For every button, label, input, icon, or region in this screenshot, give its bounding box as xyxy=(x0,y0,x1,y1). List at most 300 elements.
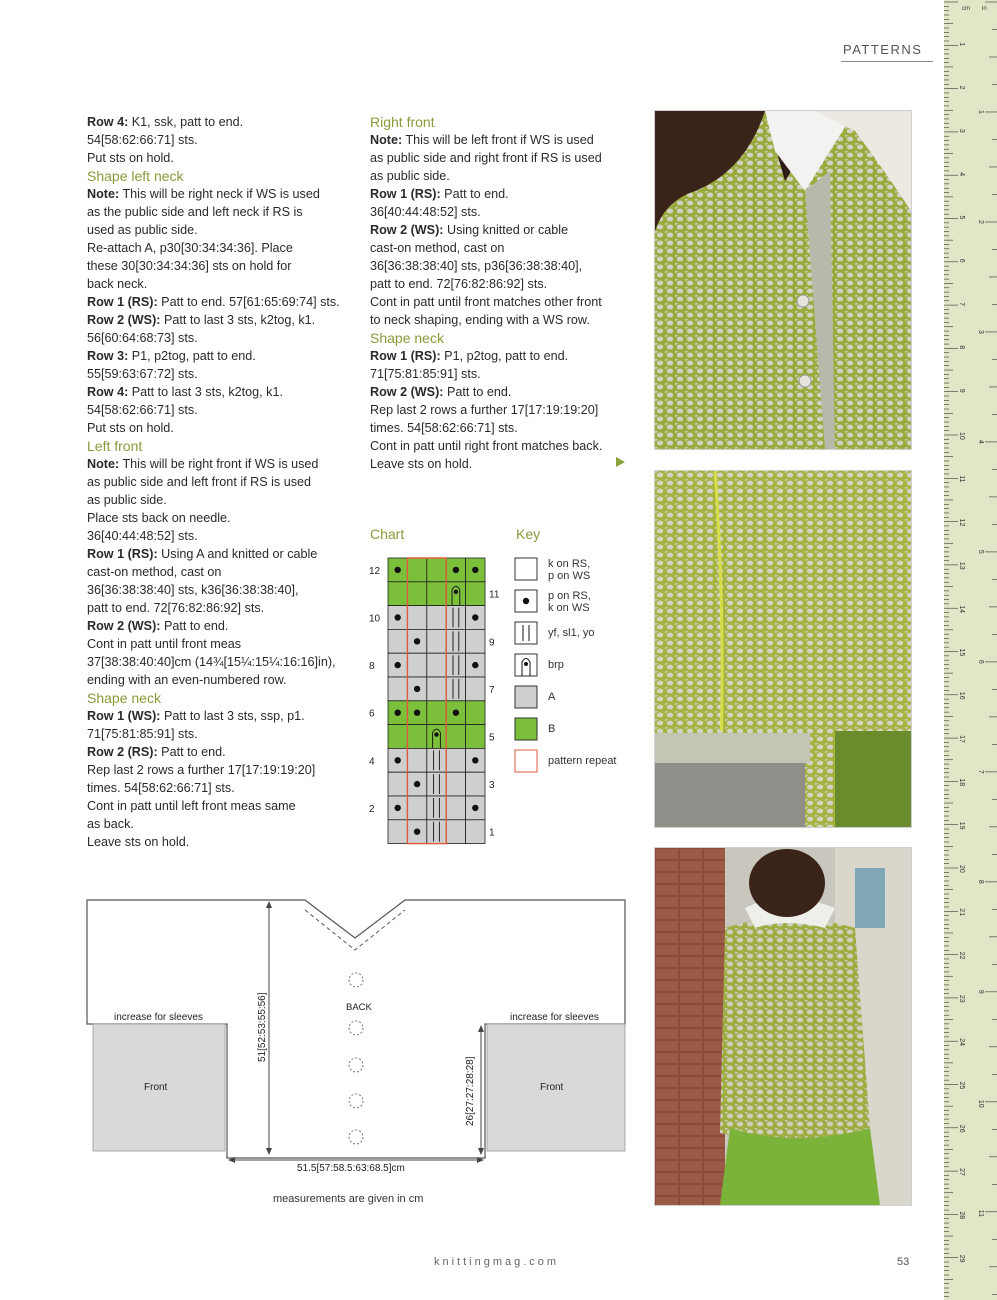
instruction-label: Row 2 (WS): xyxy=(370,223,444,237)
instruction-text: Patt to end. xyxy=(440,187,509,201)
instruction-line xyxy=(370,311,635,329)
instruction-line xyxy=(87,563,357,581)
purl-dot-icon xyxy=(395,805,401,811)
chart-cell xyxy=(427,820,446,844)
ruler-ticks xyxy=(944,0,997,1300)
instruction-text: patt to end. 72[76:82:86:92] sts. xyxy=(370,277,548,291)
instruction-text: Leave sts on hold. xyxy=(370,457,473,471)
chart-cell xyxy=(388,820,407,844)
instruction-text: Rep last 2 rows a further 17[17:19:19:20] xyxy=(370,403,599,417)
instruction-text: Put sts on hold. xyxy=(87,421,174,435)
ruler-cm-label: 12 xyxy=(958,518,965,527)
instruction-line xyxy=(370,275,635,293)
purl-dot-icon xyxy=(472,757,478,763)
chart-cell xyxy=(466,772,485,796)
ruler-cm-label: 5 xyxy=(958,215,965,220)
instruction-label: Row 1 (RS): xyxy=(370,349,441,363)
chart-cell xyxy=(427,748,446,772)
instruction-line xyxy=(370,455,635,473)
ruler-cm-label: 24 xyxy=(958,1038,965,1046)
instruction-line xyxy=(87,113,357,131)
purl-dot-icon xyxy=(395,710,401,716)
button-icon xyxy=(349,1021,363,1035)
ruler-cm-label: 7 xyxy=(958,302,965,307)
purl-dot-icon xyxy=(395,757,401,763)
chart-cell xyxy=(407,653,426,677)
instruction-line xyxy=(87,221,357,239)
instruction-text: Patt to last 3 sts, ssp, p1. xyxy=(160,709,305,723)
photo-back-image xyxy=(655,848,911,1205)
purl-dot-icon xyxy=(395,567,401,573)
left-front-label: Front xyxy=(144,1082,168,1093)
instruction-line xyxy=(87,239,357,257)
instruction-line xyxy=(87,257,357,275)
instruction-line xyxy=(87,509,357,527)
length-measurement: 51[52:53:55:56] xyxy=(257,992,268,1062)
instruction-text: Using A and knitted or cable xyxy=(157,547,318,561)
ruler-cm-label: 16 xyxy=(958,691,965,700)
key-label-line: k on WS xyxy=(548,602,590,614)
button-icon xyxy=(349,1130,363,1144)
photo-front-image xyxy=(655,111,911,449)
instruction-label: Row 1 (RS): xyxy=(87,547,158,561)
ruler-cm-label: 9 xyxy=(958,388,965,393)
instruction-line xyxy=(370,347,635,365)
neckline-dashed xyxy=(305,910,405,950)
ruler-cm-label: 1 xyxy=(958,42,965,47)
instruction-text: 36[40:44:48:52] sts. xyxy=(87,529,198,543)
instruction-text: 36[36:38:38:40] sts, p36[36:38:38:40], xyxy=(370,259,583,273)
instruction-label: Note: xyxy=(370,133,403,147)
ruler-cm-label: 15 xyxy=(958,648,965,657)
instruction-label: Note: xyxy=(87,187,120,201)
purl-dot-icon xyxy=(395,614,401,620)
row-number-label: 1 xyxy=(489,827,495,839)
chart-cell xyxy=(388,582,407,606)
instruction-line xyxy=(87,383,357,401)
purl-dot-icon xyxy=(472,805,478,811)
button-icon xyxy=(349,1058,363,1072)
instruction-text: This will be right front if WS is used xyxy=(119,457,319,471)
instruction-text: as back. xyxy=(87,817,134,831)
instruction-line xyxy=(370,239,635,257)
instruction-line xyxy=(370,221,635,239)
ruler-in-label: 8 xyxy=(977,879,984,884)
right-front-label: Front xyxy=(540,1082,564,1093)
ruler-cm-label: 13 xyxy=(958,561,965,570)
instruction-text: Rep last 2 rows a further 17[17:19:19:20] xyxy=(87,763,316,777)
ruler-cm-label: 26 xyxy=(958,1124,965,1133)
instruction-line xyxy=(87,275,357,293)
row-number-label: 12 xyxy=(369,565,381,577)
right-sleeve-label: increase for sleeves xyxy=(510,1012,599,1023)
instruction-line xyxy=(370,131,635,149)
purl-dot-icon xyxy=(395,662,401,668)
instruction-text: to neck shaping, ending with a WS row. xyxy=(370,313,590,327)
purl-dot-icon xyxy=(472,567,478,573)
button-icon xyxy=(349,1094,363,1108)
garment-schematic xyxy=(85,898,630,1173)
header-rule xyxy=(841,61,933,62)
instruction-text: 56[60:64:68:73] sts. xyxy=(87,331,198,345)
ruler-cm-label: 28 xyxy=(958,1211,965,1220)
instruction-label: Row 3: xyxy=(87,349,129,363)
instruction-line xyxy=(87,131,357,149)
key-label-line: B xyxy=(548,723,556,735)
chart-cell xyxy=(427,653,446,677)
instruction-text: Place sts back on needle. xyxy=(87,511,231,525)
instruction-text: Cont in patt until front matches other front xyxy=(370,295,602,309)
key-swatch xyxy=(515,686,537,708)
instruction-text: P1, p2tog, patt to end. xyxy=(128,349,256,363)
instruction-text: as public side and left front if RS is used xyxy=(87,475,312,489)
key-label-line: p on WS xyxy=(548,570,591,582)
instruction-text: these 30[30:34:34:36] sts on hold for xyxy=(87,259,292,273)
key-title: Key xyxy=(516,526,541,542)
purl-dot-icon xyxy=(523,598,529,604)
chart-cell xyxy=(427,772,446,796)
instruction-label: Row 4: xyxy=(87,385,129,399)
instruction-line xyxy=(87,761,357,779)
instruction-text: Put sts on hold. xyxy=(87,151,174,165)
chart-cell xyxy=(407,582,426,606)
instruction-line xyxy=(370,437,635,455)
instruction-text: Patt to last 3 sts, k2tog, k1. xyxy=(128,385,283,399)
instruction-text: used as public side. xyxy=(87,223,198,237)
back-label: BACK xyxy=(346,1002,372,1013)
instruction-line xyxy=(370,257,635,275)
instruction-text: times. 54[58:62:66:71] sts. xyxy=(87,781,235,795)
chart-cell xyxy=(446,677,465,701)
instruction-text: ending with an even-numbered row. xyxy=(87,673,287,687)
instruction-text: Cont in patt until left front meas same xyxy=(87,799,296,813)
ruler-cm-label: 22 xyxy=(958,951,965,960)
instruction-line xyxy=(87,149,357,167)
chart-cell xyxy=(427,582,446,606)
width-measurement: 51.5[57:58.5:63:68.5]cm xyxy=(297,1163,405,1173)
instruction-text: 71[75:81:85:91] sts. xyxy=(370,367,481,381)
instruction-line xyxy=(370,419,635,437)
brp-dot-icon xyxy=(434,732,438,736)
instruction-text: This will be right neck if WS is used xyxy=(119,187,320,201)
button-icon xyxy=(349,973,363,987)
key-label-line: brp xyxy=(548,659,564,671)
instruction-text: patt to end. 72[76:82:86:92] sts. xyxy=(87,601,265,615)
purl-dot-icon xyxy=(414,638,420,644)
instruction-line xyxy=(87,617,357,635)
ruler-cm-label: 21 xyxy=(958,908,965,917)
row-number-label: 3 xyxy=(489,780,495,792)
row-number-label: 2 xyxy=(369,803,375,815)
brp-dot-icon xyxy=(524,662,528,666)
instruction-line xyxy=(87,311,357,329)
instruction-line xyxy=(370,149,635,167)
instruction-label: Row 2 (WS): xyxy=(87,619,161,633)
key-label xyxy=(548,558,590,582)
ruler-cm-label: 19 xyxy=(958,821,965,830)
ruler-cm-label: 27 xyxy=(958,1168,965,1176)
instruction-label: Row 1 (RS): xyxy=(370,187,441,201)
instruction-line xyxy=(87,203,357,221)
instruction-line xyxy=(87,797,357,815)
instruction-line xyxy=(87,329,357,347)
chart-cell xyxy=(388,677,407,701)
instruction-line xyxy=(87,185,357,203)
chart-cell xyxy=(388,725,407,749)
chart-cell xyxy=(446,796,465,820)
instruction-line xyxy=(87,473,357,491)
ruler-cm-label: 23 xyxy=(958,994,965,1003)
instruction-line xyxy=(87,365,357,383)
ruler-in-label: 3 xyxy=(977,329,984,334)
instruction-text: Patt to end. xyxy=(160,619,229,633)
row-number-label: 11 xyxy=(489,589,500,601)
instruction-line xyxy=(87,779,357,797)
instruction-line xyxy=(87,635,357,653)
footer-site: knittingmag.com xyxy=(434,1256,560,1268)
instruction-text: Patt to end. xyxy=(443,385,512,399)
purl-dot-icon xyxy=(453,567,459,573)
instruction-label: Row 4: xyxy=(87,115,129,129)
purl-dot-icon xyxy=(414,686,420,692)
instruction-label: Row 1 (RS): xyxy=(87,295,158,309)
ruler-cm-label: 4 xyxy=(958,172,965,177)
chart-cell xyxy=(466,677,485,701)
section-heading: Shape neck xyxy=(370,330,444,346)
section-heading: Left front xyxy=(87,438,143,454)
key-swatch xyxy=(515,750,537,772)
cardigan-sleeve-photo xyxy=(654,470,912,828)
instruction-line xyxy=(87,653,357,671)
instruction-line xyxy=(87,671,357,689)
chart-cell xyxy=(466,701,485,725)
chart-cell xyxy=(427,701,446,725)
instruction-line xyxy=(87,527,357,545)
key-label xyxy=(548,627,594,639)
chart-cell xyxy=(446,606,465,630)
key-label-line: p on RS, xyxy=(548,590,591,602)
front-length-measurement: 26[27:27:28:28] xyxy=(465,1056,476,1126)
instruction-text: Patt to end. xyxy=(157,745,226,759)
section-heading: Shape left neck xyxy=(87,168,184,184)
ruler-cm-label: 18 xyxy=(958,778,965,787)
chart-cell xyxy=(446,772,465,796)
row-number-label: 5 xyxy=(489,732,495,744)
chart-key xyxy=(510,550,550,780)
cardigan-back-photo xyxy=(654,847,912,1206)
instruction-text: Using knitted or cable xyxy=(443,223,569,237)
chart-cell xyxy=(407,606,426,630)
chart-cell xyxy=(427,629,446,653)
chart-cell xyxy=(466,725,485,749)
instruction-label: Row 2 (WS): xyxy=(370,385,444,399)
key-label xyxy=(548,590,591,614)
instruction-text: Patt to last 3 sts, k2tog, k1. xyxy=(160,313,316,327)
chart-cell xyxy=(388,772,407,796)
ruler-in-label: 10 xyxy=(977,1099,984,1108)
key-swatch xyxy=(515,558,537,580)
section-heading: Shape neck xyxy=(87,690,161,706)
instruction-line xyxy=(87,581,357,599)
purl-dot-icon xyxy=(414,710,420,716)
section-heading: Right front xyxy=(370,114,435,130)
instruction-line xyxy=(87,707,357,725)
instruction-label: Row 2 (RS): xyxy=(87,745,158,759)
ruler-cm-label: 2 xyxy=(958,85,965,90)
chart-cell xyxy=(446,629,465,653)
ruler-in-label: 11 xyxy=(977,1209,984,1218)
instruction-line xyxy=(370,401,635,419)
purl-dot-icon xyxy=(414,829,420,835)
instruction-line xyxy=(370,365,635,383)
ruler-unit-in: in xyxy=(982,6,987,12)
left-sleeve-label: increase for sleeves xyxy=(114,1012,203,1023)
instruction-text: This will be left front if WS is used xyxy=(402,133,594,147)
instruction-text: K1, ssk, patt to end. xyxy=(128,115,244,129)
key-label-line: yf, sl1, yo xyxy=(548,627,595,639)
instruction-label: Note: xyxy=(87,457,120,471)
instruction-line xyxy=(370,185,635,203)
instruction-text: Cont in patt until front meas xyxy=(87,637,242,651)
measurement-note: measurements are given in cm xyxy=(273,1193,424,1205)
ruler-cm-label: 17 xyxy=(958,735,965,743)
key-label xyxy=(548,691,555,703)
instruction-text: back neck. xyxy=(87,277,148,291)
instruction-text: times. 54[58:62:66:71] sts. xyxy=(370,421,518,435)
instruction-text: Leave sts on hold. xyxy=(87,835,190,849)
chart-cell xyxy=(427,558,446,582)
instruction-line xyxy=(87,725,357,743)
purl-dot-icon xyxy=(472,614,478,620)
chart-cell xyxy=(466,582,485,606)
instruction-text: 71[75:81:85:91] sts. xyxy=(87,727,198,741)
ruler-cm-label: 14 xyxy=(958,605,965,613)
instruction-text: 36[36:38:38:40] sts, k36[36:38:38:40], xyxy=(87,583,299,597)
key-label-line: A xyxy=(548,691,556,703)
purl-dot-icon xyxy=(453,710,459,716)
chart-cell xyxy=(407,558,426,582)
instruction-text: as public side and right front if RS is used xyxy=(370,151,602,165)
photo-sleeve-image xyxy=(655,471,911,827)
chart-cell xyxy=(446,748,465,772)
instruction-line xyxy=(370,293,635,311)
chart-cell xyxy=(466,820,485,844)
chart-cell xyxy=(446,725,465,749)
measuring-ruler xyxy=(944,0,997,1300)
page-number: 53 xyxy=(897,1256,910,1268)
ruler-cm-label: 29 xyxy=(958,1254,965,1263)
instruction-text: Patt to end. 57[61:65:69:74] sts. xyxy=(157,295,340,309)
instruction-text: cast-on method, cast on xyxy=(370,241,505,255)
instruction-line xyxy=(87,833,357,851)
instruction-line xyxy=(370,383,635,401)
instruction-text: Cont in patt until right front matches back. xyxy=(370,439,603,453)
ruler-in-label: 1 xyxy=(977,109,984,114)
ruler-cm-label: 8 xyxy=(958,345,965,350)
chart-cell xyxy=(446,820,465,844)
chart-title: Chart xyxy=(370,526,405,542)
chart-cell xyxy=(388,629,407,653)
instruction-text: as the public side and left neck if RS is xyxy=(87,205,303,219)
instruction-line xyxy=(87,599,357,617)
ruler-cm-label: 3 xyxy=(958,128,965,133)
chart-cell xyxy=(427,606,446,630)
row-number-label: 9 xyxy=(489,637,495,649)
key-swatch xyxy=(515,718,537,740)
key-label xyxy=(548,723,555,735)
stitch-chart xyxy=(365,550,505,850)
ruler-cm-label: 11 xyxy=(958,475,965,483)
instruction-line xyxy=(87,419,357,437)
key-label xyxy=(548,659,564,671)
key-label-line: k on RS, xyxy=(548,558,591,570)
key-label xyxy=(548,755,617,767)
instruction-line xyxy=(87,545,357,563)
instruction-text: Re-attach A, p30[30:34:34:36]. Place xyxy=(87,241,293,255)
ruler-in-label: 4 xyxy=(977,439,984,444)
instruction-line xyxy=(370,167,635,185)
ruler-in-label: 9 xyxy=(977,989,984,994)
ruler-cm-label: 20 xyxy=(958,865,965,873)
instruction-text: 54[58:62:66:71] sts. xyxy=(87,403,198,417)
instruction-line xyxy=(87,815,357,833)
ruler-in-label: 6 xyxy=(977,659,984,664)
instruction-line xyxy=(370,203,635,221)
row-number-label: 4 xyxy=(369,756,375,768)
purl-dot-icon xyxy=(414,781,420,787)
instruction-text: cast-on method, cast on xyxy=(87,565,222,579)
instruction-label: Row 2 (WS): xyxy=(87,313,161,327)
instruction-text: 55[59:63:67:72] sts. xyxy=(87,367,198,381)
instructions-column-left xyxy=(87,113,357,851)
instruction-text: 54[58:62:66:71] sts. xyxy=(87,133,198,147)
row-number-label: 7 xyxy=(489,684,495,696)
instruction-text: P1, p2tog, patt to end. xyxy=(440,349,569,363)
ruler-in-label: 2 xyxy=(977,219,984,224)
instruction-text: 37[38:38:40:40]cm (14¾[15¼:15¼:16:16]in), xyxy=(87,655,336,669)
ruler-cm-label: 25 xyxy=(958,1081,965,1090)
instruction-line xyxy=(87,455,357,473)
continue-arrow-icon xyxy=(616,457,625,467)
instruction-line xyxy=(87,347,357,365)
purl-dot-icon xyxy=(472,662,478,668)
row-number-label: 10 xyxy=(369,613,381,625)
ruler-in-label: 7 xyxy=(977,769,984,774)
ruler-in-label: 5 xyxy=(977,549,984,554)
chart-cell xyxy=(407,748,426,772)
key-swatch xyxy=(515,622,537,644)
instruction-line xyxy=(87,293,357,311)
brp-dot-icon xyxy=(454,590,458,594)
chart-cell xyxy=(427,677,446,701)
chart-cell xyxy=(446,653,465,677)
chart-cell xyxy=(407,796,426,820)
ruler-cm-label: 6 xyxy=(958,258,965,263)
chart-cell xyxy=(427,796,446,820)
ruler-cm-label: 10 xyxy=(958,432,965,440)
ruler-unit-cm: cm xyxy=(962,6,970,12)
chart-cell xyxy=(466,629,485,653)
key-label-line: pattern repeat xyxy=(548,755,617,767)
cardigan-front-photo xyxy=(654,110,912,450)
chart-cell xyxy=(407,725,426,749)
instruction-label: Row 1 (WS): xyxy=(87,709,161,723)
section-label: PATTERNS xyxy=(843,42,923,57)
row-number-label: 8 xyxy=(369,661,375,673)
instruction-line xyxy=(87,743,357,761)
instruction-text: 36[40:44:48:52] sts. xyxy=(370,205,481,219)
instruction-line xyxy=(87,401,357,419)
